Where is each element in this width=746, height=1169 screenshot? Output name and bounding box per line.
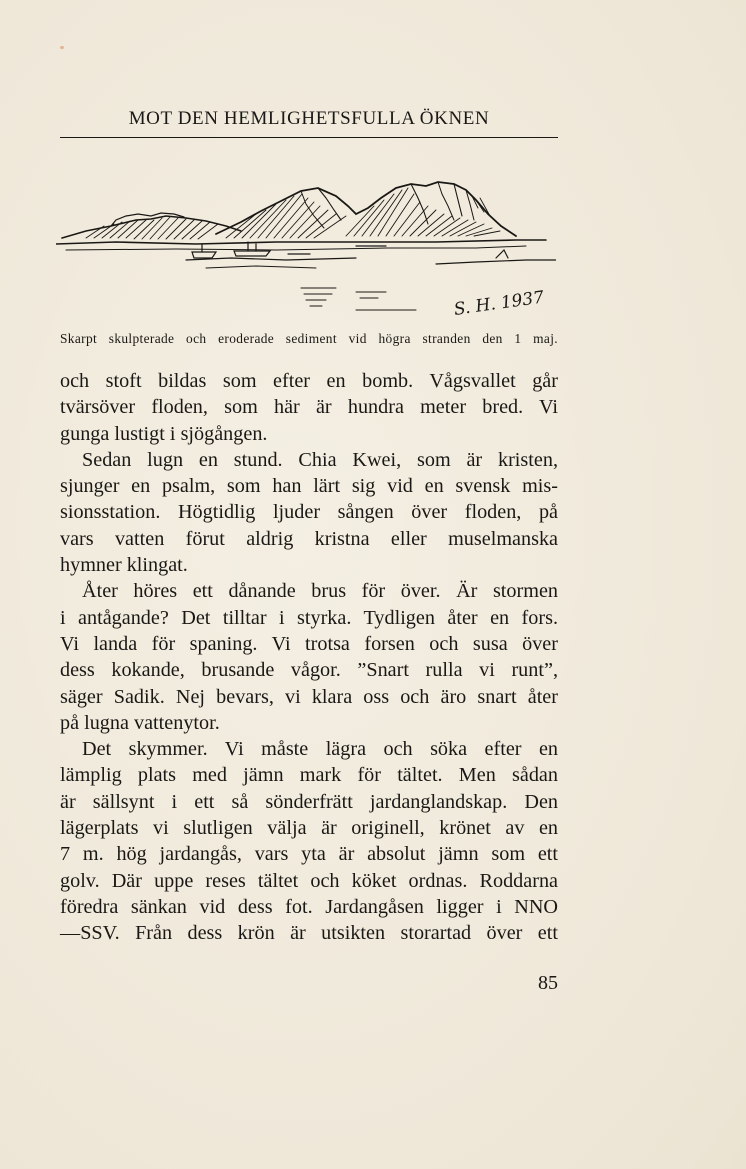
text-line: 7 m. hög jardangås, vars yta är absolut jämn som ett (60, 843, 558, 866)
body-text (60, 368, 558, 947)
text-line: Vi landa för spaning. Vi trotsa forsen och susa över (60, 632, 558, 655)
text-line: säger Sadik. Nej bevars, vi klara oss och äro snart åter (60, 685, 558, 708)
text-line: sionsstation. Högtidlig ljuder sången över floden, på (60, 501, 558, 524)
paper-stain (60, 46, 64, 49)
header-rule (60, 137, 558, 138)
artist-signature: S. H. 1937 (452, 287, 546, 320)
text-line: är sällsynt i ett så sönderfrätt jardanglandskap. Den (60, 790, 558, 813)
text-line: sjunger en psalm, som han lärt sig vid en svensk mis- (60, 475, 558, 498)
text-line: gunga lustigt i sjögången. (60, 422, 268, 445)
text-line: och stoft bildas som efter en bomb. Vågsvallet går (60, 370, 558, 392)
text-line: dess kokande, brusande vågor. ”Snart rulla vi runt”, (60, 659, 558, 682)
text-line: golv. Där uppe reses tältet och köket ordnas. Roddarna (60, 869, 558, 892)
text-line: tvärsöver floden, som här är hundra meter bred. Vi (60, 396, 558, 419)
text-line: föredra sänkan vid dess fot. Jardangåsen ligger i NNO (60, 895, 558, 918)
running-head: MOT DEN HEMLIGHETSFULLA ÖKNEN (128, 108, 490, 129)
text-line: på lugna vattenytor. (60, 711, 220, 734)
text-line: Åter höres ett dånande brus för över. Är stormen (82, 580, 558, 603)
text-line: lägerplats vi slutligen välja är originell, krönet av en (60, 817, 558, 840)
illustration-caption: Skarpt skulpterade och eroderade sediment vid högra stranden den 1 maj. (60, 331, 558, 346)
text-line: vars vatten förut aldrig kristna eller muselmanska (60, 527, 558, 550)
text-line: lämplig plats med jämn mark för tältet. Men sådan (60, 764, 558, 787)
text-line: —SSV. Från dess krön är utsikten storartad över ett (60, 922, 558, 945)
page-number: 85 (538, 972, 558, 994)
text-line: Sedan lugn en stund. Chia Kwei, som är kristen, (82, 448, 558, 471)
text-line: hymner klingat. (60, 554, 188, 577)
text-line: Det skymmer. Vi måste lägra och söka efter en (82, 738, 558, 761)
text-line: i antågande? Det tilltar i styrka. Tydligen åter en fors. (60, 606, 558, 629)
